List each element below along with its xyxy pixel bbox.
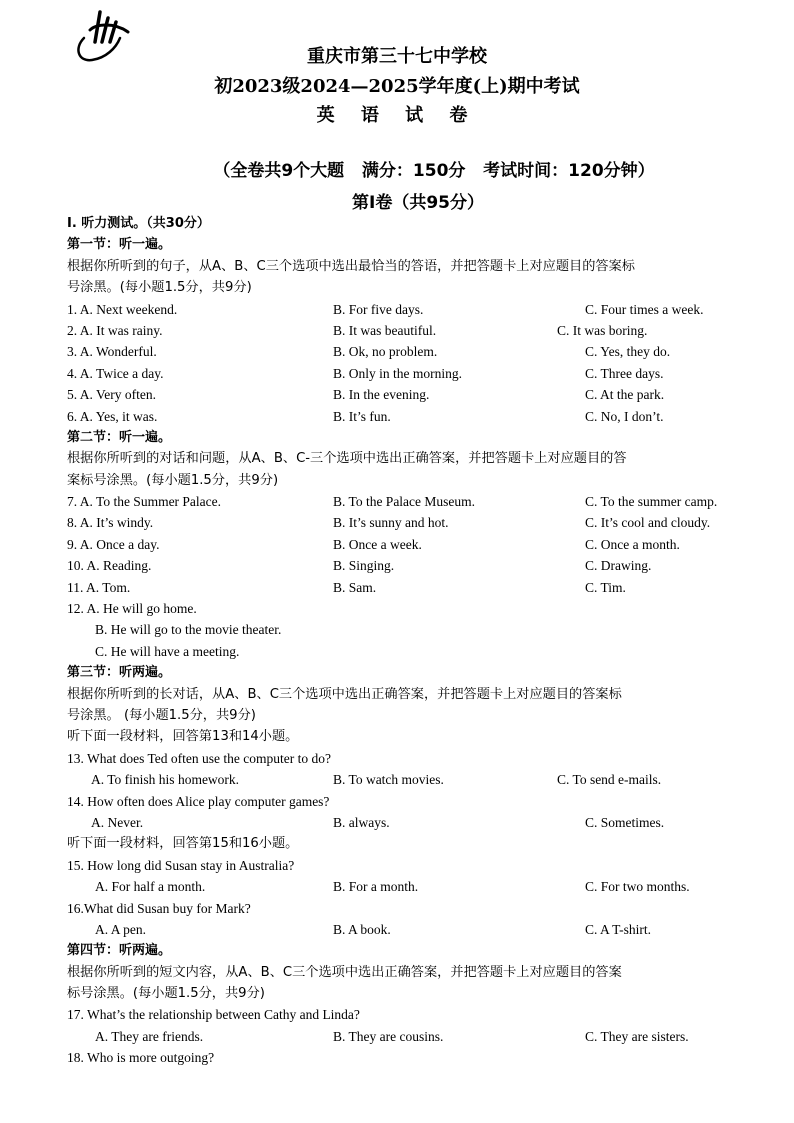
- option-a: A. They are friends.: [95, 1028, 204, 1044]
- section-instruction: 号涂黑。(每小题1.5分，共9分): [67, 280, 252, 296]
- question-stem: [67, 1004, 757, 1025]
- question-row: [67, 534, 757, 555]
- question-text: 14. How often does Alice play computer games?: [67, 793, 330, 809]
- option-c: C. Sometimes.: [585, 814, 665, 830]
- option-b: B. Once a week.: [333, 536, 422, 552]
- option-a: A. Never.: [91, 814, 144, 830]
- question-row: [67, 619, 757, 640]
- option-a: 2. A. It was rainy.: [67, 322, 163, 338]
- question-text: 13. What does Ted often use the computer to do?: [67, 750, 331, 766]
- question-stem: [67, 898, 757, 919]
- option-b: B. To watch movies.: [333, 772, 444, 788]
- question-row: [67, 320, 757, 341]
- option-b: B. They are cousins.: [333, 1028, 444, 1044]
- exam-content: [67, 213, 757, 1069]
- section-instruction: 根据你所听到的对话和问题，从A、B、C-三个选项中选出正确答案，并把答题卡上对应题目的答: [67, 451, 627, 467]
- question-stem: [67, 748, 757, 769]
- option-c: C. Yes, they do.: [585, 344, 671, 360]
- option-b: B. A book.: [333, 921, 391, 937]
- option-a: A. A pen.: [95, 921, 147, 937]
- question-stem: [67, 855, 757, 876]
- section-instruction: 根据你所听到的长对话，从A、B、C三个选项中选出正确答案，并把答题卡上对应题目的答案标: [67, 686, 622, 702]
- option-b: B. always.: [333, 814, 390, 830]
- section-instruction: 根据你所听到的短文内容，从A、B、C三个选项中选出正确答案，并把答题卡上对应题目的答案: [67, 964, 622, 980]
- subject-title: 英 语 试 卷: [316, 105, 478, 126]
- question-row: [67, 641, 757, 662]
- option-a: 10. A. Reading.: [67, 558, 152, 574]
- question-row: [67, 577, 757, 598]
- option-a: 8. A. It’s windy.: [67, 515, 154, 531]
- part-title: I. 听力测试。（共30分）: [67, 216, 210, 231]
- option-b: B. In the evening.: [333, 387, 430, 403]
- option-c: C. At the park.: [585, 387, 665, 403]
- exam-info: （全卷共9个大题 满分：150分 考试时间：120分钟）: [213, 161, 655, 181]
- school-name: 重庆市第三十七中学校: [307, 46, 487, 67]
- question-row: [67, 1026, 757, 1047]
- question-row: [67, 299, 757, 320]
- option-c: C. No, I don’t.: [585, 408, 664, 424]
- option-c: C. Three days.: [585, 365, 664, 381]
- section-note: 听下面一段材料，回答第13和14小题。: [67, 729, 299, 745]
- option-c: C. A T-shirt.: [585, 921, 652, 937]
- question-row: [67, 491, 757, 512]
- section-instruction: 号涂黑。 (每小题1.5分，共9分): [67, 707, 256, 723]
- option-c: C. To the summer camp.: [585, 494, 718, 510]
- option-c: C. For two months.: [585, 879, 690, 895]
- option-b: B. It’s sunny and hot.: [333, 515, 449, 531]
- option-b: B. He will go to the movie theater.: [95, 622, 282, 638]
- option-c: C. It’s cool and cloudy.: [585, 515, 711, 531]
- question-row: [67, 406, 757, 427]
- question-row: [67, 919, 757, 940]
- option-c: C. Once a month.: [585, 536, 680, 552]
- section-note: 听下面一段材料，回答第15和16小题。: [67, 836, 299, 852]
- option-b: B. To the Palace Museum.: [333, 494, 476, 510]
- option-a: 3. A. Wonderful.: [67, 344, 157, 360]
- question-row: [67, 876, 757, 897]
- option-b: B. For a month.: [333, 879, 419, 895]
- option-b: B. Singing.: [333, 558, 395, 574]
- section-title: 第一节：听一遍。: [67, 237, 172, 253]
- question-row: [67, 769, 757, 790]
- option-c: C. He will have a meeting.: [95, 643, 240, 659]
- option-b: B. It was beautiful.: [333, 322, 437, 338]
- option-a: 11. A. Tom.: [67, 579, 131, 595]
- option-b: B. Sam.: [333, 579, 377, 595]
- question-text: 15. How long did Susan stay in Australia?: [67, 857, 295, 873]
- volume-title: 第Ⅰ卷（共95分）: [352, 193, 484, 213]
- option-a: 6. A. Yes, it was.: [67, 408, 158, 424]
- question-row: [67, 341, 757, 362]
- option-a: 1. A. Next weekend.: [67, 301, 178, 317]
- option-b: B. Ok, no problem.: [333, 344, 438, 360]
- question-row: [67, 812, 757, 833]
- option-c: C. Four times a week.: [585, 301, 704, 317]
- question-row: [67, 363, 757, 384]
- section-instruction: 根据你所听到的句子，从A、B、C三个选项中选出最恰当的答语，并把答题卡上对应题目的答案标: [67, 258, 635, 274]
- option-b: B. Only in the morning.: [333, 365, 462, 381]
- question-row: [67, 384, 757, 405]
- option-c: C. Drawing.: [585, 558, 652, 574]
- option-a: A. For half a month.: [95, 879, 206, 895]
- option-c: C. They are sisters.: [585, 1028, 689, 1044]
- option-b: B. It’s fun.: [333, 408, 391, 424]
- section-title: 第四节：听两遍。: [67, 943, 172, 959]
- question-text: 17. What’s the relationship between Cathy and Linda?: [67, 1007, 360, 1023]
- option-b: B. For five days.: [333, 301, 424, 317]
- section-instruction: 案标号涂黑。(每小题1.5分，共9分): [67, 472, 279, 488]
- option-c: C. It was boring.: [557, 322, 648, 338]
- option-c: C. To send e-mails.: [557, 772, 662, 788]
- exam-title: 初2023级2024—2025学年度(上)期中考试: [214, 76, 580, 97]
- option-a: A. To finish his homework.: [91, 772, 240, 788]
- section-title: 第二节：听一遍。: [67, 429, 172, 445]
- question-stem: [67, 791, 757, 812]
- question-row: [67, 512, 757, 533]
- option-a: 12. A. He will go home.: [67, 601, 197, 617]
- option-a: 5. A. Very often.: [67, 387, 156, 403]
- option-c: C. Tim.: [585, 579, 626, 595]
- question-stem: [67, 1047, 757, 1068]
- option-a: 9. A. Once a day.: [67, 536, 160, 552]
- option-a: 7. A. To the Summer Palace.: [67, 494, 222, 510]
- question-row: [67, 555, 757, 576]
- question-row: [67, 598, 757, 619]
- option-a: 4. A. Twice a day.: [67, 365, 164, 381]
- section-title: 第三节：听两遍。: [67, 665, 172, 681]
- section-instruction: 标号涂黑。(每小题1.5分，共9分): [67, 986, 265, 1002]
- question-text: 18. Who is more outgoing?: [67, 1050, 215, 1066]
- question-text: 16.What did Susan buy for Mark?: [67, 900, 251, 916]
